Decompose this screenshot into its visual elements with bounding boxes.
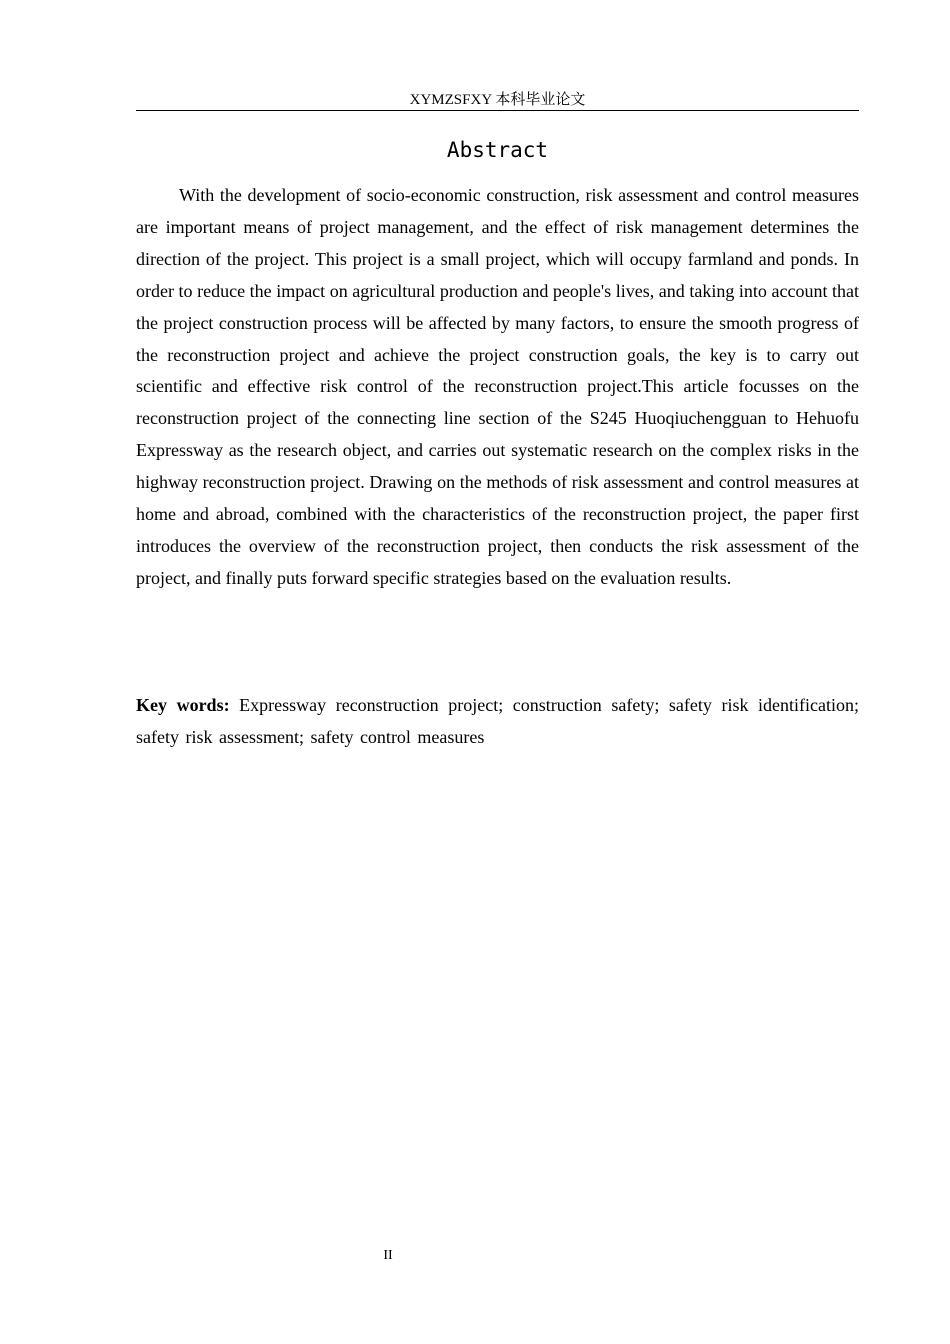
page-number: II [383,1248,393,1263]
header-rule [136,110,859,111]
abstract-title: Abstract [446,138,549,162]
keywords-paragraph [136,690,859,754]
keywords-label: Key words: [136,695,230,715]
running-header: XYMZSFXY 本科毕业论文 [409,92,586,108]
abstract-body: With the development of socio-economic construction, risk assessment and control measures are important means of project management, and the effect of risk management determines the direction of the project. This project is a small project, which will occupy farmland and ponds. In order to reduce the impact on agricultural production and people's lives, and taking into account that the project construction process will be affected by many factors, to ensure the smooth progress of the reconstruction project and achieve the project construction goals, the key is to carry out scientific and effective risk control of the reconstruction project.This article focusses on the reconstruction project of the connecting line section of the S245 Huoqiuchengguan to Hehuofu Expressway as the research object, and carries out systematic research on the complex risks in the highway reconstruction project. Drawing on the methods of risk assessment and control measures at home and abroad, combined with the characteristics of the reconstruction project, the paper first introduces the overview of the reconstruction project, then conducts the risk assessment of the project, and finally puts forward specific strategies based on the evaluation results. [136,185,859,588]
keywords-text: Expressway reconstruction project; construction safety; safety risk identification; safety risk assessment; safety control measures [136,695,860,747]
